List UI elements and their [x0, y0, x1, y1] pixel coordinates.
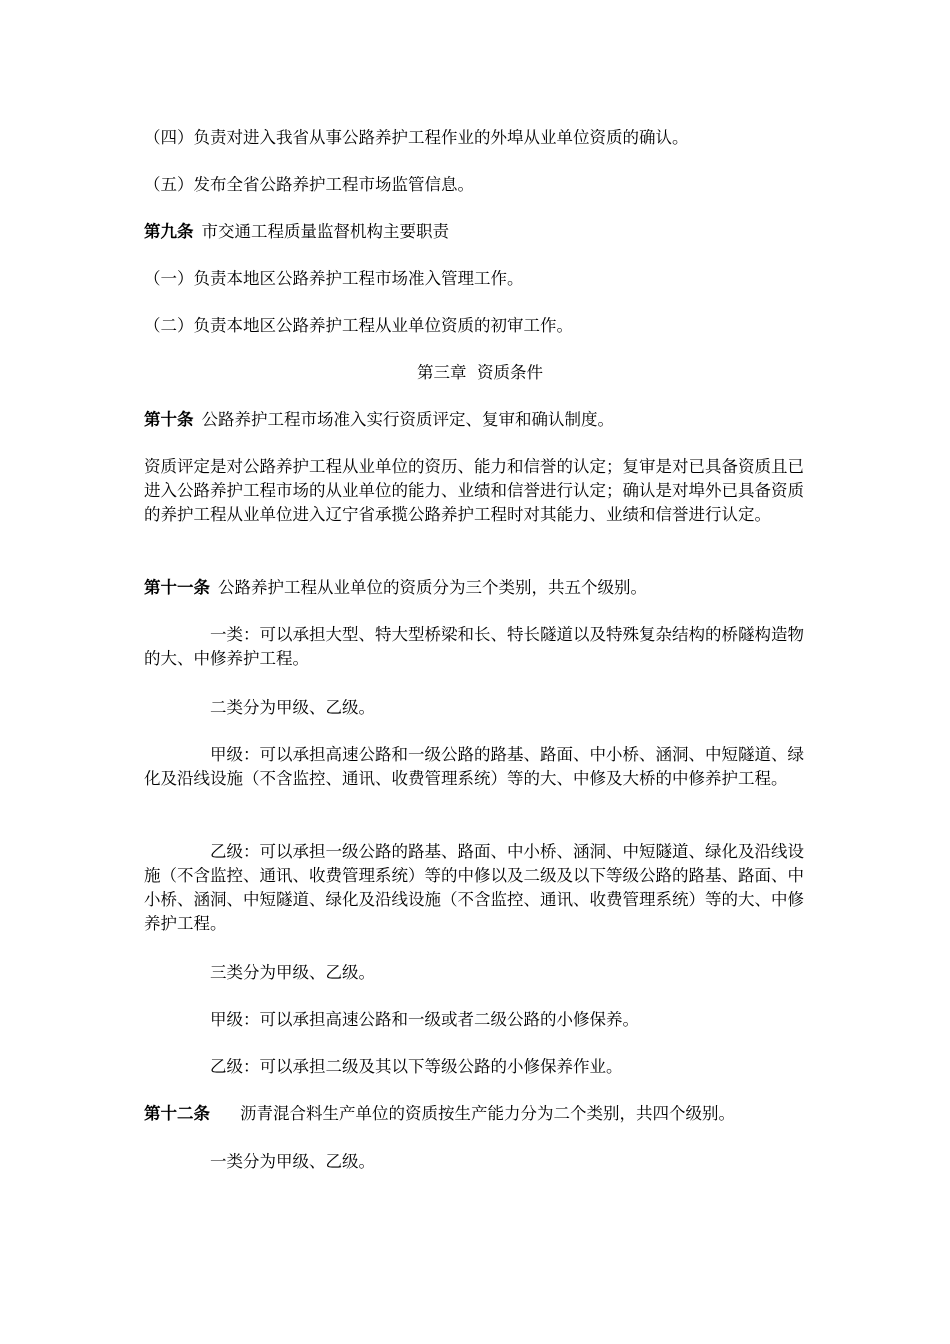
- paragraph-item-5: （五）发布全省公路养护工程市场监管信息。: [144, 175, 474, 194]
- paragraph-class-3-grade-a: 甲级：可以承担高速公路和一级或者二级公路的小修保养。: [210, 1010, 639, 1029]
- paragraph-item-2: （二）负责本地区公路养护工程从业单位资质的初审工作。: [144, 316, 573, 335]
- paragraph-class-1: 一类：可以承担大型、特大型桥梁和长、特长隧道以及特殊复杂结构的桥隧构造物的大、中修养护工程。: [144, 625, 804, 668]
- article-9-heading: 第九条: [144, 222, 194, 241]
- article-10-body: 公路养护工程市场准入实行资质评定、复审和确认制度。: [201, 410, 614, 429]
- article-12-heading: 第十二条: [144, 1104, 210, 1123]
- chapter-title: 第三章 资质条件: [417, 363, 543, 382]
- paragraph-item-4: （四）负责对进入我省从事公路养护工程作业的外埠从业单位资质的确认。: [144, 128, 689, 147]
- paragraph-item-1: （一）负责本地区公路养护工程市场准入管理工作。: [144, 269, 524, 288]
- paragraph-class-2: 二类分为甲级、乙级。: [210, 698, 375, 717]
- article-11-heading: 第十一条: [144, 578, 210, 597]
- article-12-body: 沥青混合料生产单位的资质按生产能力分为二个类别，共四个级别。: [240, 1104, 735, 1123]
- article-9: [144, 220, 816, 244]
- paragraph-class-3: 三类分为甲级、乙级。: [210, 963, 375, 982]
- article-12: [144, 1102, 824, 1126]
- paragraph-asphalt-class-1: 一类分为甲级、乙级。: [210, 1152, 375, 1171]
- article-11: [144, 576, 816, 600]
- paragraph-qualification-definition: 资质评定是对公路养护工程从业单位的资历、能力和信誉的认定；复审是对已具备资质且已进入公路养护工程市场的从业单位的能力、业绩和信誉进行认定；确认是对埠外已具备资质的养护工程从业单位进入辽宁省承揽公路养护工程时对其能力、业绩和信誉进行认定。: [144, 457, 804, 524]
- article-10: [144, 408, 816, 432]
- paragraph-class-2-grade-b: 乙级：可以承担一级公路的路基、路面、中小桥、涵洞、中短隧道、绿化及沿线设施（不含监控、通讯、收费管理系统）等的中修以及二级及以下等级公路的路基、路面、中小桥、涵洞、中短隧道、绿化及沿线设施（不含监控、通讯、收费管理系统）等的大、中修养护工程。: [144, 842, 804, 933]
- paragraph-class-2-grade-a: 甲级：可以承担高速公路和一级公路的路基、路面、中小桥、涵洞、中短隧道、绿化及沿线设施（不含监控、通讯、收费管理系统）等的大、中修及大桥的中修养护工程。: [144, 745, 804, 788]
- article-11-body: 公路养护工程从业单位的资质分为三个类别，共五个级别。: [218, 578, 647, 597]
- paragraph-class-3-grade-b: 乙级：可以承担二级及其以下等级公路的小修保养作业。: [210, 1057, 623, 1076]
- article-9-body: 市交通工程质量监督机构主要职责: [201, 222, 449, 241]
- article-10-heading: 第十条: [144, 410, 194, 429]
